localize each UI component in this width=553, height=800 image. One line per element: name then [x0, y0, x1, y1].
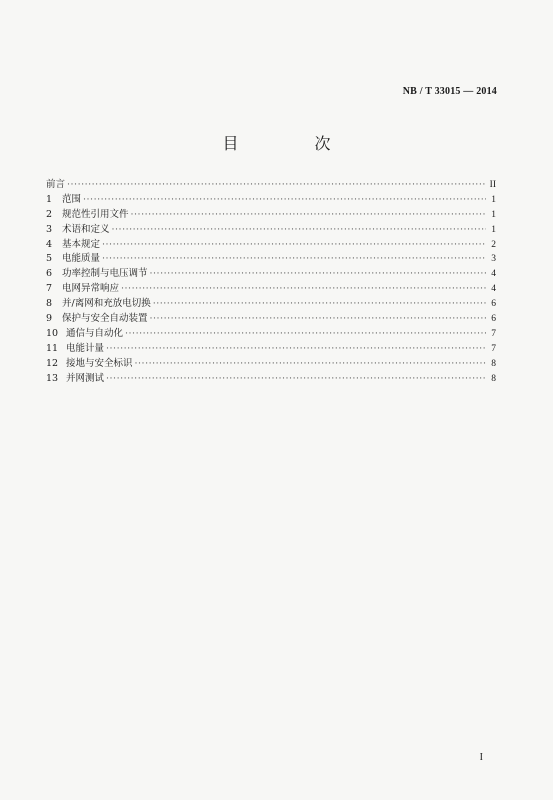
toc-entry-label: 并网测试 — [66, 372, 105, 384]
toc-entry-page: II — [489, 180, 496, 190]
toc-entry-label: 功率控制与电压调节 — [62, 268, 148, 280]
table-of-contents — [46, 178, 496, 386]
toc-entry-number: 8 — [46, 298, 53, 310]
toc-leader-dots — [153, 297, 486, 312]
toc-entry-8[interactable] — [46, 297, 496, 312]
toc-entry-13[interactable] — [46, 372, 496, 387]
toc-entry-page: 1 — [491, 194, 496, 205]
toc-entry-11[interactable] — [46, 342, 496, 357]
toc-entry-number: 7 — [46, 283, 53, 295]
toc-leader-dots — [125, 327, 486, 342]
toc-entry-page: 6 — [491, 314, 496, 325]
toc-entry-page: 8 — [491, 358, 496, 369]
toc-entry-4[interactable] — [46, 238, 496, 253]
toc-entry-label: 基本规定 — [62, 238, 101, 250]
toc-leader-dots — [150, 312, 486, 327]
toc-entry-page: 3 — [491, 254, 496, 265]
toc-entry-number: 10 — [46, 327, 59, 339]
toc-entry-foreword[interactable] — [46, 178, 496, 193]
toc-leader-dots — [150, 267, 486, 282]
toc-entry-label: 电网异常响应 — [62, 283, 120, 295]
toc-entry-1[interactable] — [46, 193, 496, 208]
toc-leader-dots — [106, 372, 486, 387]
toc-entry-label: 术语和定义 — [62, 223, 110, 235]
toc-entry-page: 1 — [491, 209, 496, 220]
toc-entry-page: 7 — [491, 328, 496, 339]
toc-entry-number: 3 — [46, 223, 53, 235]
toc-entry-6[interactable] — [46, 267, 496, 282]
toc-leader-dots — [83, 193, 486, 208]
toc-entry-page: 4 — [491, 269, 496, 280]
toc-entry-number: 11 — [46, 342, 59, 354]
toc-entry-label: 并/离网和充放电切换 — [62, 298, 151, 310]
toc-entry-number: 4 — [46, 238, 53, 250]
standard-code: NB / T 33015 — 2014 — [402, 86, 497, 97]
toc-leader-dots — [102, 238, 486, 253]
toc-entry-3[interactable] — [46, 223, 496, 238]
toc-entry-label: 电能质量 — [62, 253, 101, 265]
toc-entry-number: 12 — [46, 357, 59, 369]
toc-leader-dots — [131, 208, 486, 223]
toc-entry-label: 电能计量 — [66, 342, 105, 354]
toc-leader-dots — [112, 223, 486, 238]
toc-entry-label: 规范性引用文件 — [62, 208, 129, 220]
toc-leader-dots — [67, 178, 486, 193]
toc-entry-10[interactable] — [46, 327, 496, 342]
toc-entry-number: 9 — [46, 313, 53, 325]
toc-entry-number: 6 — [46, 268, 53, 280]
toc-entry-page: 1 — [491, 224, 496, 235]
toc-entry-9[interactable] — [46, 312, 496, 327]
toc-entry-page: 6 — [491, 299, 496, 310]
toc-entry-page: 8 — [491, 373, 496, 384]
toc-entry-label: 保护与安全自动装置 — [62, 313, 148, 325]
toc-entry-7[interactable] — [46, 282, 496, 297]
toc-entry-label: 前言 — [46, 179, 66, 190]
toc-entry-2[interactable] — [46, 208, 496, 223]
toc-entry-page: 4 — [491, 284, 496, 295]
toc-leader-dots — [106, 342, 486, 357]
toc-entry-label: 范围 — [62, 193, 82, 205]
toc-entry-number: 2 — [46, 208, 53, 220]
toc-leader-dots — [135, 357, 486, 372]
toc-leader-dots — [102, 252, 486, 267]
page-number: I — [479, 752, 483, 763]
toc-leader-dots — [121, 282, 486, 297]
toc-entry-label: 接地与安全标识 — [66, 357, 133, 369]
toc-entry-label: 通信与自动化 — [66, 327, 124, 339]
toc-entry-number: 1 — [46, 193, 53, 205]
toc-entry-number: 13 — [46, 372, 59, 384]
toc-entry-number: 5 — [46, 253, 53, 265]
toc-entry-page: 2 — [491, 239, 496, 250]
toc-entry-12[interactable] — [46, 357, 496, 372]
toc-entry-5[interactable] — [46, 252, 496, 267]
page-title: 目 次 — [222, 134, 361, 153]
toc-entry-page: 7 — [491, 343, 496, 354]
